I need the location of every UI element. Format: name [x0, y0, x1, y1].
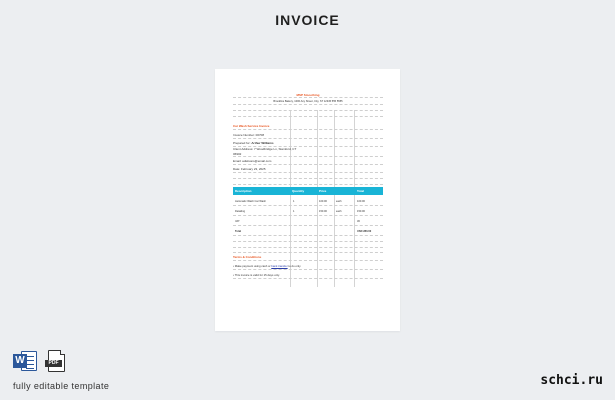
client-email: Email: adwlsons@email.com — [233, 158, 383, 165]
blank-row — [233, 237, 383, 242]
blank-row — [233, 249, 383, 253]
row-quantity: 1 — [293, 210, 295, 213]
row-total: 150.00 — [357, 210, 365, 213]
term-payment — [233, 262, 383, 270]
term-payment-prefix: • Make payment using cash or — [233, 264, 271, 268]
row-description: Automatic Wash Car Wash — [235, 200, 266, 203]
row-unit: each — [336, 210, 342, 213]
term-payment-suffix: to do only. — [288, 264, 302, 268]
editable-caption: fully editable template — [13, 381, 110, 391]
header-description: Description — [235, 189, 252, 194]
header-quantity: Quantity — [292, 189, 305, 194]
terms-title: Terms & Conditions — [233, 254, 383, 261]
blank-row — [233, 112, 383, 117]
blank-row — [233, 243, 383, 248]
total-value: USD 280.00 — [357, 230, 372, 233]
invoice-sheet — [233, 90, 383, 287]
table-header — [233, 187, 383, 195]
row-description: Detailing — [235, 210, 246, 213]
header-total: Total — [357, 189, 364, 194]
blank-row — [233, 106, 383, 111]
row-unit: each — [336, 200, 342, 203]
bank-transfer-link[interactable]: bank transfer — [271, 264, 288, 268]
prepared-for — [233, 140, 383, 147]
company-address: Brookline Bakery, 1000 Any Street, City, ST 12345 555 5555 — [233, 99, 383, 105]
table-row — [233, 197, 383, 206]
row-total: 30 — [357, 220, 360, 223]
pdf-icon-fold — [60, 350, 65, 355]
row-description: VAT — [235, 220, 240, 223]
table-row — [233, 207, 383, 216]
row-total: 100.00 — [357, 200, 365, 203]
word-icon — [13, 349, 37, 373]
prepared-for-label: Prepared for: — [233, 141, 251, 145]
invoice-number: Invoice Number: 00708 — [233, 132, 383, 139]
client-name: Arthur Williams — [251, 141, 274, 145]
pdf-icon-label: PDF — [45, 360, 62, 367]
total-label: Total — [235, 230, 242, 233]
invoice-document — [215, 69, 400, 331]
page-title: INVOICE — [275, 12, 340, 28]
blank-row — [233, 174, 383, 179]
invoice-date: Date: February 23, 2025 — [233, 166, 383, 173]
company-name: MSP Smoothing — [233, 92, 383, 98]
blank-row — [233, 180, 383, 185]
table-row — [233, 217, 383, 226]
word-icon-letter: W — [13, 354, 27, 368]
term-validity: • This invoice is valid for 15 days only. — [233, 271, 383, 279]
pdf-icon — [44, 349, 68, 373]
total-row — [233, 227, 383, 236]
brand-logo: schci.ru — [540, 373, 603, 388]
header-price: Price — [319, 189, 327, 194]
row-price: 100.00 — [319, 200, 327, 203]
invoice-section-title: Car Wash Service Invoice — [233, 123, 383, 130]
client-zip: 06902 — [233, 152, 383, 157]
format-icons — [13, 349, 68, 373]
row-price: 150.00 — [319, 210, 327, 213]
row-quantity: 1 — [293, 200, 295, 203]
client-address: Client Address: 7 Woodbridge Ln, Stamford, CT — [233, 147, 297, 151]
